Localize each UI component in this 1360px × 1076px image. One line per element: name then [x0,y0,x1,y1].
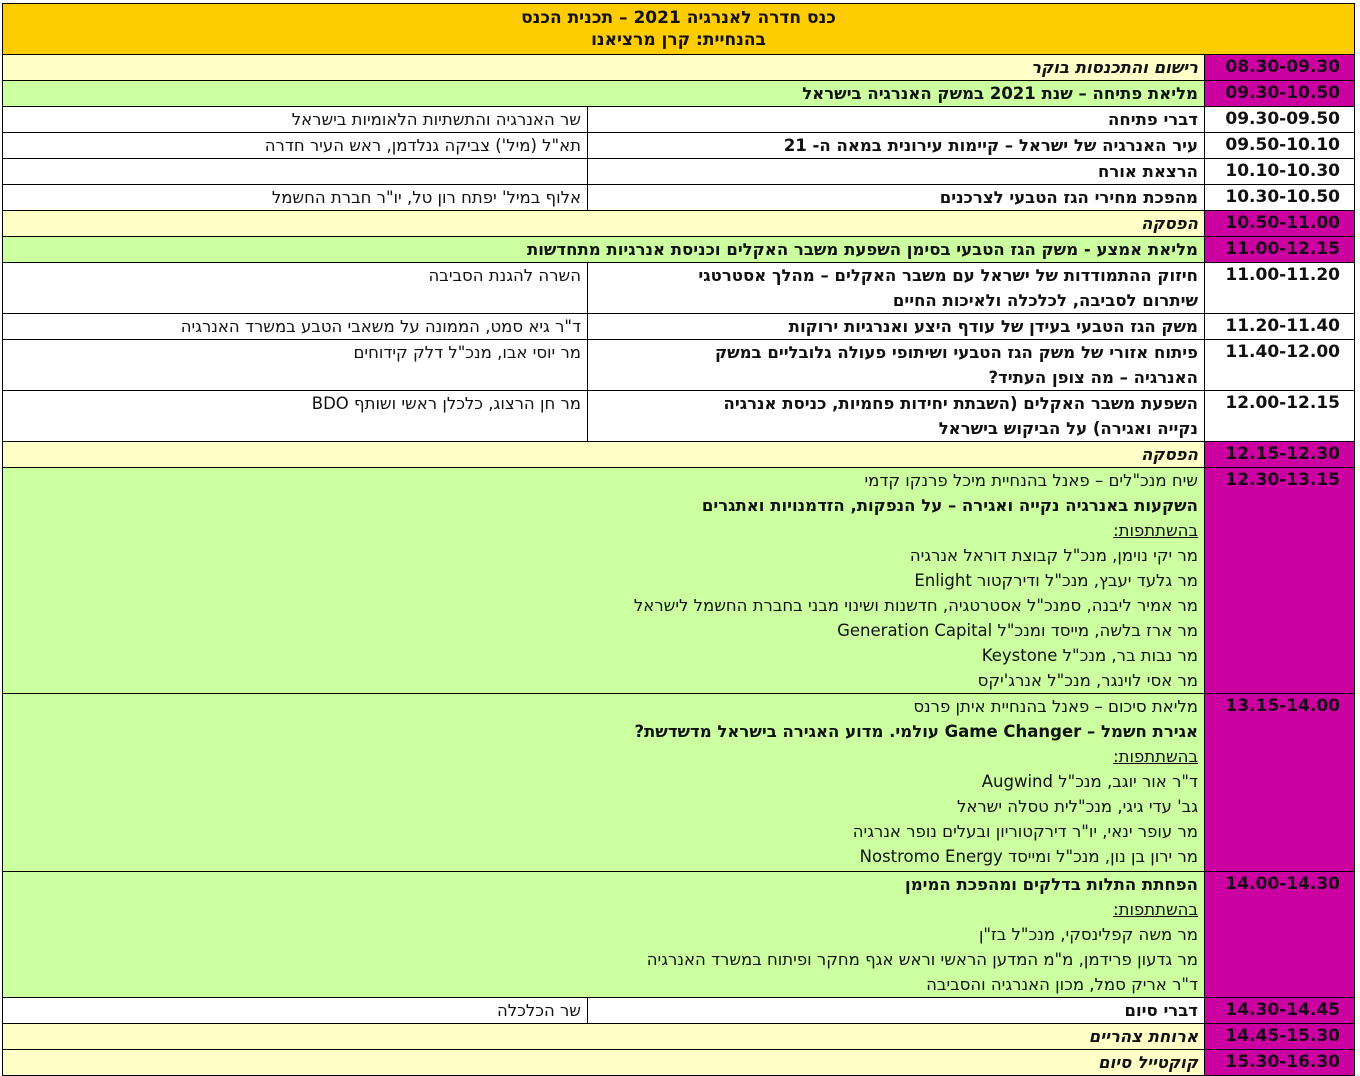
agenda-row-panel [2,468,1354,694]
session-title: מליאת אמצע - משק הגז הטבעי בסימן השפעת משבר האקלים וכניסת אנרגיות מתחדשות [2,237,1204,263]
header-cell [2,4,1354,55]
panel-title: השקעות באנרגיה נקייה ואגירה – על הנפקות, הזדמנויות ואתגרים [701,496,1198,515]
time-cell: 08.30-09.30 [1205,55,1355,81]
participants-label: בהשתתפות: [1113,747,1198,766]
agenda-row-lunch [2,1024,1354,1050]
time-cell: 14.45-15.30 [1205,1024,1355,1050]
talk-topic-line: האנרגיה – מה צופן העתיד? [988,368,1198,387]
panel-intro: מליאת סיכום – פאנל בהנחיית איתן פרנס [913,697,1198,716]
time-cell: 12.00-12.15 [1205,391,1355,442]
panel-title: הפחתת התלות בדלקים ומהפכת המימן [905,875,1198,894]
agenda-row-talk [2,263,1354,314]
talk-speaker: מר יוסי אבו, מנכ"ל דלק קידוחים [2,340,587,391]
agenda-row-talk [2,107,1354,133]
panel-participant: מר גלעד יעבץ, מנכ"ל ודירקטור Enlight [914,571,1198,590]
header-row [2,4,1354,55]
panel-title: אגירת חשמל – Game Changer עולמי. מדוע האגירה בישראל מדשדשת? [634,722,1198,741]
time-cell: 09.30-10.50 [1205,81,1355,107]
time-cell: 14.30-14.45 [1205,998,1355,1024]
time-cell: 12.30-13.15 [1205,468,1355,694]
session-title: קוקטייל סיום [2,1050,1204,1076]
panel-participant: מר ירון בן נון, מנכ"ל ומייסד Nostromo Energy [859,847,1198,866]
talk-topic: משק הגז הטבעי בעידן של עודף היצע ואנרגיות ירוקות [588,314,1205,340]
talk-speaker: תא"ל (מיל') צביקה גנלדמן, ראש העיר חדרה [2,133,587,159]
agenda-row-talk [2,159,1354,185]
time-cell: 12.15-12.30 [1205,442,1355,468]
conference-moderator: בהנחיית: קרן מרציאנו [591,30,766,50]
talk-topic-line: חיזוק ההתמודדות של ישראל עם משבר האקלים – מהלך אסטרטגי [698,266,1198,285]
panel-cell [2,872,1204,998]
agenda-row-talk [2,391,1354,442]
session-title: רישום והתכנסות בוקר [2,55,1204,81]
session-title: הפסקה [2,211,1204,237]
time-cell: 13.15-14.00 [1205,694,1355,872]
talk-topic-line: נקייה ואגירה) על הביקוש בישראל [938,419,1198,438]
talk-topic: הרצאת אורח [588,159,1205,185]
time-cell: 11.00-12.15 [1205,237,1355,263]
agenda-row-opening-plenary [2,81,1354,107]
talk-topic: עיר האנרגיה של ישראל – קיימות עירונית במאה ה- 21 [588,133,1205,159]
time-cell: 10.30-10.50 [1205,185,1355,211]
panel-participant: מר אמיר ליבנה, סמנכ"ל אסטרטגיה, חדשנות ושינוי מבני בחברת החשמל לישראל [633,596,1198,615]
time-cell: 11.40-12.00 [1205,340,1355,391]
agenda-row-break [2,442,1354,468]
talk-topic-line: השפעת משבר האקלים (השבתת יחידות פחמיות, כניסת אנרגיה [723,394,1198,413]
time-cell: 11.20-11.40 [1205,314,1355,340]
panel-participant: מר ארז בלשה, מייסד ומנכ"ל Generation Capital [837,621,1198,640]
talk-speaker: אלוף במיל' יפתח רון טל, יו"ר חברת החשמל [2,185,587,211]
agenda-row-cocktail [2,1050,1354,1076]
time-cell: 11.00-11.20 [1205,263,1355,314]
conference-title: כנס חדרה לאנרגיה 2021 – תכנית הכנס [521,8,836,28]
agenda-row-break [2,211,1354,237]
panel-intro: שיח מנכ"לים – פאנל בהנחיית מיכל פרנקו קדמי [864,471,1198,490]
panel-cell [2,694,1204,872]
panel-participant: ד"ר אור יוגב, מנכ"ל Augwind [981,772,1198,791]
agenda-sheet [3,3,1355,1072]
talk-topic [588,391,1205,442]
agenda-table [2,3,1355,1076]
talk-speaker: השרה להגנת הסביבה [2,263,587,314]
panel-participant: גב' עדי גיגי, מנכ"לית טסלה ישראל [956,797,1198,816]
talk-topic-line: שיתרום לסביבה, לכלכלה ולאיכות החיים [892,291,1198,310]
agenda-row-talk [2,314,1354,340]
participants-label: בהשתתפות: [1113,900,1198,919]
talk-topic: דברי פתיחה [588,107,1205,133]
panel-participant: מר יקי נוימן, מנכ"ל קבוצת דוראל אנרגיה [909,546,1198,565]
panel-participant: מר אסי לוינגר, מנכ"ל אנרג'יקס [977,671,1198,690]
talk-topic [588,340,1205,391]
talk-speaker: מר חן הרצוג, כלכלן ראשי ושותף BDO [2,391,587,442]
session-title: ארוחת צהריים [2,1024,1204,1050]
panel-cell [2,468,1204,694]
agenda-row-talk [2,340,1354,391]
panel-participant: ד"ר אריק סמל, מכון האנרגיה והסביבה [926,975,1198,994]
time-cell: 10.50-11.00 [1205,211,1355,237]
panel-participant: מר משה קפלינסקי, מנכ"ל בז"ן [978,925,1198,944]
agenda-row-registration [2,55,1354,81]
agenda-row-panel [2,694,1354,872]
session-title: מליאת פתיחה – שנת 2021 במשק האנרגיה בישראל [2,81,1204,107]
panel-participant: מר עופר ינאי, יו"ר דירקטוריון ובעלים נופר אנרגיה [852,822,1198,841]
talk-speaker: שר הכלכלה [2,998,587,1024]
panel-participant: מר נבות בר, מנכ"ל Keystone [981,646,1198,665]
participants-label: בהשתתפות: [1113,521,1198,540]
time-cell: 09.30-09.50 [1205,107,1355,133]
time-cell: 10.10-10.30 [1205,159,1355,185]
session-title: הפסקה [2,442,1204,468]
agenda-row-mid-plenary [2,237,1354,263]
agenda-row-talk [2,133,1354,159]
time-cell: 14.00-14.30 [1205,872,1355,998]
time-cell: 09.50-10.10 [1205,133,1355,159]
time-cell: 15.30-16.30 [1205,1050,1355,1076]
talk-speaker [2,159,587,185]
talk-speaker: שר האנרגיה והתשתיות הלאומיות בישראל [2,107,587,133]
talk-topic: דברי סיום [588,998,1205,1024]
panel-participant: מר גדעון פרידמן, מ"מ המדען הראשי וראש אגף מחקר ופיתוח במשרד האנרגיה [646,950,1198,969]
talk-topic-line: פיתוח אזורי של משק הגז הטבעי ושיתופי פעולה גלובליים במשק [714,343,1198,362]
agenda-row-panel [2,872,1354,998]
agenda-row-closing [2,998,1354,1024]
talk-speaker: ד"ר גיא סמט, הממונה על משאבי הטבע במשרד האנרגיה [2,314,587,340]
talk-topic: מהפכת מחירי הגז הטבעי לצרכנים [588,185,1205,211]
talk-topic [588,263,1205,314]
agenda-row-talk [2,185,1354,211]
